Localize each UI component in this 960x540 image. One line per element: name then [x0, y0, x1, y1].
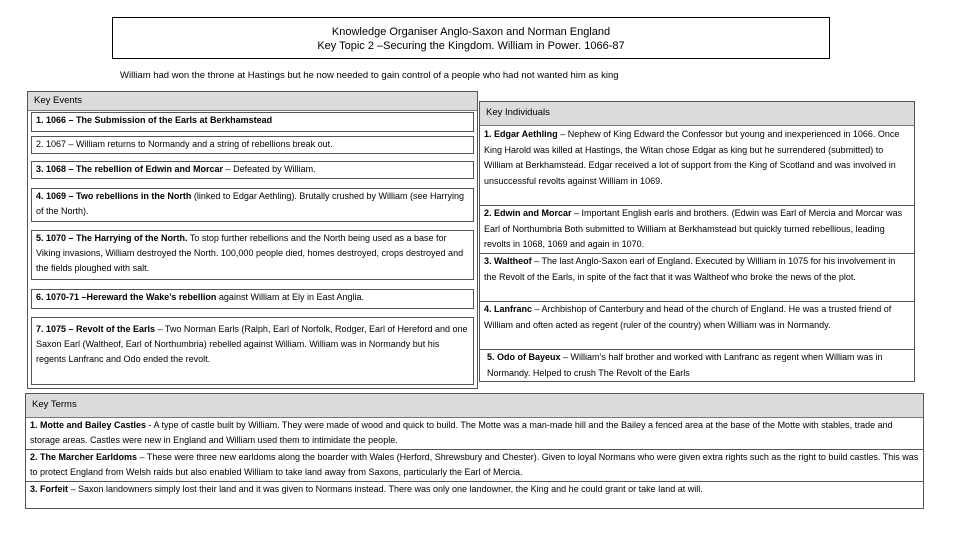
title-line-2: Key Topic 2 –Securing the Kingdom. William in Power. 1066-87 — [317, 40, 625, 52]
intro-text: William had won the throne at Hastings but he now needed to gain control of a people who had not wanted him as king — [120, 70, 619, 81]
key-terms-panel — [25, 393, 924, 509]
individual-item: 1. Edgar Aethling – Nephew of King Edward the Confessor but young and inexperienced in 1066. Once King Harold was killed at Hastings, the Witan chose Edgar as king but he surrendered (submitted) to William at Berkhamstead. Edgar received a lot of support from the King of Scotland and was involved in unsuccessful revolts against William in 1069. — [480, 126, 914, 206]
event-item: 1. 1066 – The Submission of the Earls at Berkhamstead — [31, 112, 474, 132]
term-item: 1. Motte and Bailey Castles - A type of castle built by William. They were made of wood and quick to build. The Motte was a man-made hill and the Bailey a fenced area at the base of the Motte with stables, trade and storage areas. Castles were new in England and William used them to intimidate the people. — [26, 418, 923, 450]
event-item: 3. 1068 – The rebellion of Edwin and Morcar – Defeated by William. — [31, 161, 474, 179]
key-terms-heading: Key Terms — [26, 394, 923, 418]
term-item: 3. Forfeit – Saxon landowners simply lost their land and it was given to Normans instead. There was only one landowner, the King and he could grant or take land at will. — [30, 484, 703, 494]
title-box — [112, 17, 830, 59]
key-events-heading: Key Events — [28, 92, 477, 111]
key-individuals-heading: Key Individuals — [480, 102, 914, 126]
key-individuals-panel — [479, 101, 915, 382]
individual-item: 4. Lanfranc – Archbishop of Canterbury and head of the church of England. He was a trusted friend of William and often acted as regent (ruler of the country) when William was in Normandy. — [480, 302, 914, 350]
event-item: 7. 1075 – Revolt of the Earls – Two Norman Earls (Ralph, Earl of Norfolk, Rodger, Earl of Hereford and one Saxon Earl (Waltheof, Earl of Northumbria) rebelled against William. William was in Normandy but his regents Lanfranc and Odo ended the revolt. — [31, 317, 474, 385]
title-line-1: Knowledge Organiser Anglo-Saxon and Norman England — [331, 26, 611, 38]
event-item: 2. 1067 – William returns to Normandy and a string of rebellions break out. — [31, 136, 474, 154]
individual-item: 2. Edwin and Morcar – Important English earls and brothers. (Edwin was Earl of Mercia and Morcar was Earl of Northumbria Both submitted to William at Berkhamstead but quickly turned rebellious, leading revolts in 1068, 1069 and again in 1070. — [480, 206, 914, 254]
individual-item: 3. Waltheof – The last Anglo-Saxon earl of England. Executed by William in 1075 for his involvement in the Revolt of the Earls, in spite of the fact that it was Waltheof who broke the news of the plot. — [480, 254, 914, 302]
event-item: 6. 1070-71 –Hereward the Wake’s rebellion against William at Ely in East Anglia. — [31, 289, 474, 309]
event-item: 5. 1070 – The Harrying of the North. To stop further rebellions and the North being used as a base for Viking invasions, William destroyed the North. 100,000 people died, homes destroyed, crops destroyed and the fields ploughed with salt. — [31, 230, 474, 280]
event-item: 4. 1069 – Two rebellions in the North (linked to Edgar Aethling). Brutally crushed by William (see Harrying of the North). — [31, 188, 474, 222]
individual-item: 5. Odo of Bayeux – William’s half brother and worked with Lanfranc as regent when William was in Normandy. Helped to crush The Revolt of the Earls — [487, 352, 883, 378]
term-item: 2. The Marcher Earldoms – These were three new earldoms along the boarder with Wales (Herford, Shrewsbury and Chester). Given to loyal Normans who were given extra rights such as the right to build castles. This was to protect England from Welsh raids but also enabled William to take land away from Saxons, particularly the Earl of Mercia. — [26, 450, 923, 482]
